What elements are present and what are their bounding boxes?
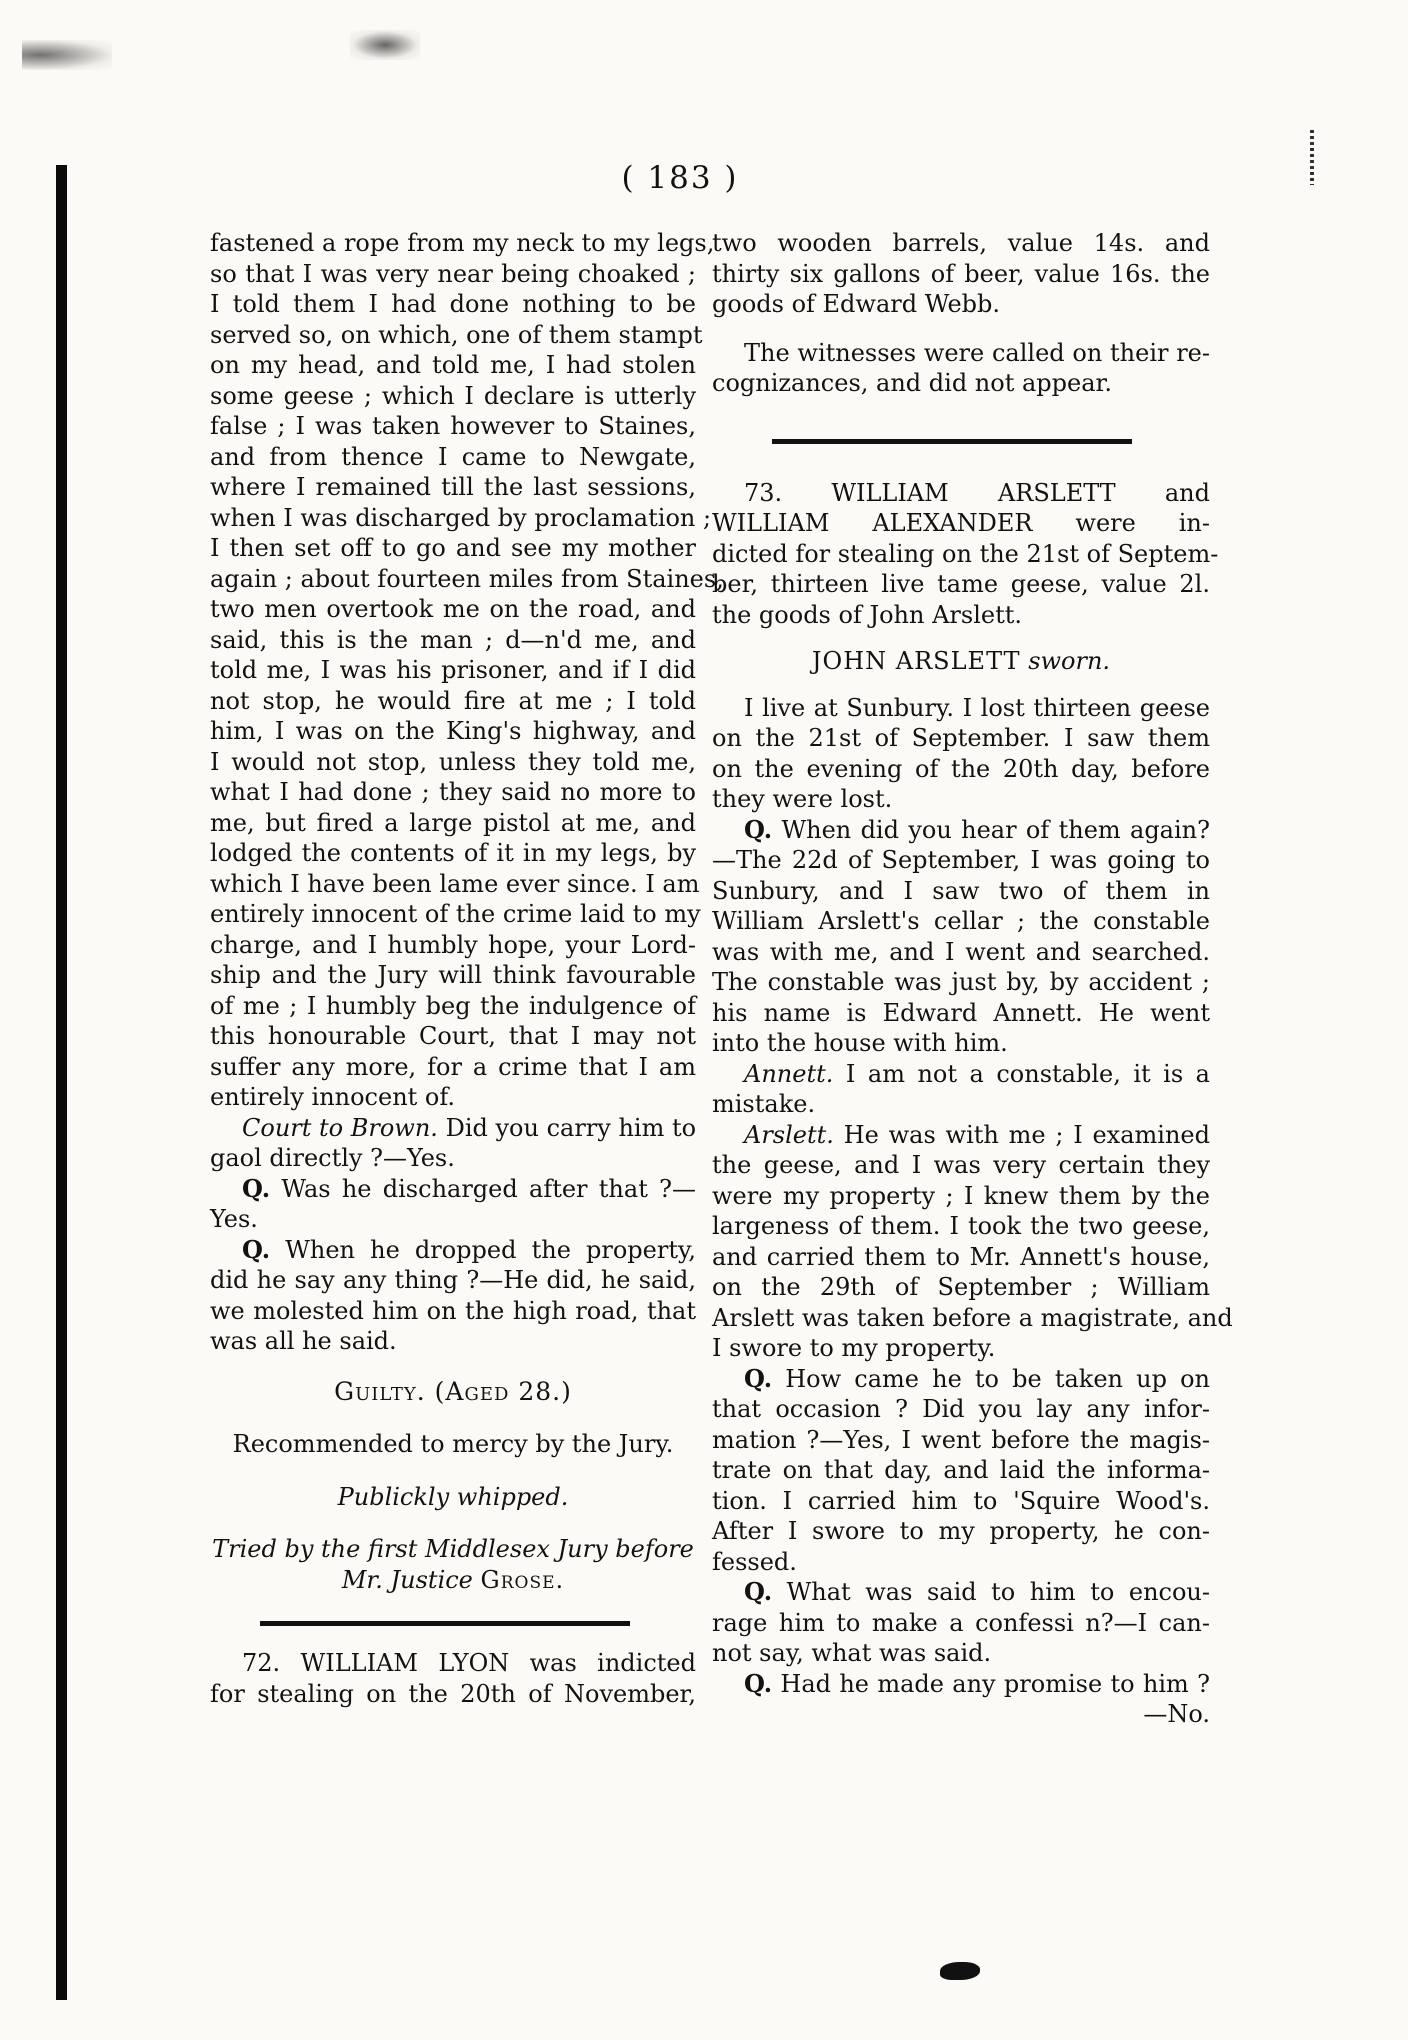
question-text: What was said to him to encou- (786, 1578, 1210, 1606)
testimony-line: not stop, he would fire at me ; I told (210, 686, 696, 715)
answer-line: fessed. (712, 1547, 797, 1576)
answer-line: After I swore to my property, he con- (712, 1517, 1210, 1545)
case-71-continuation (712, 228, 1210, 320)
speaker: Annett. (744, 1059, 834, 1088)
continuation-line: two wooden barrels, value 14s. and (712, 229, 1210, 257)
case-72-line: for stealing on the 20th of November, (210, 1679, 696, 1708)
testimony-line: false ; I was taken however to Staines, (210, 412, 696, 440)
statement-line: Arslett was taken before a magistrate, and (712, 1303, 1233, 1332)
testimony-line: told me, I was his prisoner, and if I did (210, 656, 696, 684)
statement-line: on the 29th of September ; William (712, 1273, 1210, 1301)
answer-line: trate on that day, and laid the informa- (712, 1456, 1210, 1484)
ink-blot (940, 1962, 980, 1980)
question-4-answer: —No. (1143, 1700, 1210, 1728)
annett-statement (712, 1059, 1210, 1120)
testimony-line: what I had done ; they said no more to (210, 778, 696, 806)
tried-before-line2 (210, 1565, 696, 1596)
answer-line: Sunbury, and I saw two of them in (712, 876, 1210, 905)
question-text: Had he made any promise to him ? (780, 1669, 1210, 1698)
statement-text: He was with me ; I examined (843, 1120, 1210, 1149)
sentence (210, 1482, 696, 1513)
q-mark: Q. (744, 814, 773, 844)
tried-before-line1 (210, 1534, 696, 1565)
sentence-text: Publickly whipped. (337, 1482, 569, 1511)
judge-title: Mr. Justice (341, 1565, 473, 1594)
continuation-line: goods of Edward Webb. (712, 290, 1000, 318)
question-3-answer (210, 1265, 696, 1357)
answer-line: rage him to make a confessi n?—I can- (712, 1608, 1210, 1637)
arslett-statement-body (712, 1150, 1233, 1364)
witness-heading (712, 646, 1210, 677)
answer-line: into the house with him. (712, 1029, 1008, 1057)
testimony-line: ship and the Jury will think favourable (210, 961, 696, 989)
case-72-line: 72. WILLIAM LYON was indicted (242, 1649, 696, 1677)
judge-name: Grose. (480, 1565, 565, 1594)
testimony-line: lodged the contents of it in my legs, by (210, 839, 696, 867)
answer-line: The constable was just by, by accident ; (712, 968, 1210, 996)
left-column (210, 228, 724, 1709)
prisoner-testimony (210, 228, 724, 1113)
question-1-answer (712, 845, 1210, 1059)
testimony-line: him, I was on the King's highway, and (210, 717, 696, 745)
testimony-line: again ; about fourteen miles from Staines, (210, 564, 724, 593)
witness-testimony (712, 693, 1210, 815)
testimony-line: suffer any more, for a crime that I am (210, 1052, 696, 1081)
statement-line: the geese, and I was very certain they (712, 1151, 1210, 1179)
testimony-line: they were lost. (712, 785, 893, 813)
question-4 (712, 1669, 1210, 1700)
testimony-line: on the 21st of September. I saw them (712, 724, 1210, 752)
arslett-statement (712, 1120, 1210, 1151)
question-2-answer (712, 1394, 1210, 1577)
court-question (210, 1113, 696, 1174)
question-text: Did you carry him to (445, 1113, 697, 1142)
case-73-line: WILLIAM ALEXANDER were in- (712, 509, 1210, 537)
section-rule (260, 1621, 630, 1626)
answer-line: did he say any thing ?—He did, he said, (210, 1266, 696, 1294)
statement-text: mistake. (712, 1090, 816, 1118)
answer-line: mation ?—Yes, I went before the magis- (712, 1425, 1210, 1454)
answer-line: his name is Edward Annett. He went (712, 998, 1210, 1027)
speaker: Court to Brown. (242, 1113, 438, 1142)
statement-line: and carried them to Mr. Annett's house, (712, 1242, 1210, 1271)
answer-line: was with me, and I went and searched. (712, 937, 1210, 966)
testimony-line: fastened a rope from my neck to my legs, (210, 229, 715, 257)
q-mark: Q. (744, 1668, 773, 1698)
page-number: ( 183 ) (621, 160, 739, 196)
question-2 (210, 1174, 696, 1235)
question-text: When did you hear of them again? (781, 815, 1210, 844)
q-mark: Q. (242, 1173, 271, 1203)
answer-line: —The 22d of September, I was going to (712, 846, 1210, 874)
testimony-line: on my head, and told me, I had stolen (210, 351, 696, 379)
question-text: How came he to be taken up on (785, 1364, 1210, 1393)
testimony-line: two men overtook me on the road, and (210, 595, 696, 623)
testimony-line: I would not stop, unless they told me, (210, 747, 696, 776)
recommendation: Recommended to mercy by the Jury. (232, 1430, 674, 1458)
sworn-label: sworn. (1028, 647, 1111, 675)
case-73-line: the goods of John Arslett. (712, 600, 1022, 629)
testimony-line: entirely innocent of the crime laid to my (210, 900, 701, 928)
case-73-indictment (712, 478, 1219, 631)
testimony-line: and from thence I came to Newgate, (210, 442, 696, 471)
testimony-line: when I was discharged by proclamation ; (210, 503, 712, 532)
testimony-line: said, this is the man ; d—n'd me, and (210, 625, 696, 654)
testimony-line: this honourable Court, that I may not (210, 1022, 696, 1050)
statement-line: were my property ; I knew them by the (712, 1181, 1210, 1210)
testimony-line: I then set off to go and see my mother (210, 534, 696, 562)
case-73-line: ber, thirteen live tame geese, value 2l. (712, 570, 1210, 598)
witness-note-line: cognizances, and did not appear. (712, 369, 1112, 397)
statement-line: largeness of them. I took the two geese, (712, 1212, 1210, 1240)
right-column (712, 228, 1233, 1730)
edge-mark (1310, 130, 1314, 185)
q-mark: Q. (744, 1577, 773, 1606)
testimony-line: charge, and I humbly hope, your Lord- (210, 930, 696, 959)
statement-line: I swore to my property. (712, 1334, 996, 1362)
q-mark: Q. (744, 1363, 773, 1393)
section-rule (772, 439, 1132, 444)
binding-edge (56, 165, 67, 2000)
question-2 (712, 1364, 1210, 1395)
testimony-line: so that I was very near being choaked ; (210, 259, 696, 288)
statement-text: I am not a constable, it is a (845, 1059, 1210, 1088)
speaker: Arslett. (744, 1120, 834, 1149)
case-72-indictment (210, 1648, 696, 1709)
answer-text: Yes. (210, 1205, 258, 1233)
witness-note-line: The witnesses were called on their re- (744, 338, 1210, 367)
question-text: Was he discharged after that ?— (281, 1174, 696, 1203)
verdict: Guilty. (Aged 28.) (334, 1376, 572, 1406)
case-73-line: 73. WILLIAM ARSLETT and (744, 478, 1210, 507)
continuation-line: thirty six gallons of beer, value 16s. the (712, 259, 1210, 288)
question-3-answer (712, 1608, 1210, 1669)
testimony-line: me, but fired a large pistol at me, and (210, 808, 696, 837)
testimony-line: on the evening of the 20th day, before (712, 754, 1210, 783)
question-3 (712, 1577, 1210, 1608)
answer-line: was all he said. (210, 1327, 397, 1355)
answer-line: tion. I carried him to 'Squire Wood's. (712, 1486, 1210, 1515)
answer-line: that occasion ? Did you lay any infor- (712, 1395, 1210, 1423)
testimony-line: I told them I had done nothing to be (210, 290, 696, 318)
ink-smudge (350, 30, 420, 60)
testimony-line: served so, on which, one of them stampt (210, 320, 703, 349)
testimony-line: of me ; I humbly beg the indulgence of (210, 991, 696, 1020)
question-3 (210, 1235, 696, 1266)
answer-line: we molested him on the high road, that (210, 1296, 696, 1325)
testimony-line: I live at Sunbury. I lost thirteen geese (744, 693, 1210, 722)
case-73-line: dicted for stealing on the 21st of Septem- (712, 539, 1219, 568)
q-mark: Q. (242, 1234, 271, 1264)
testimony-line: which I have been lame ever since. I am (210, 869, 700, 898)
witness-note (712, 338, 1210, 399)
ink-smudge (22, 40, 112, 70)
witness-name: JOHN ARSLETT (811, 647, 1021, 675)
question-text: When he dropped the property, (285, 1235, 696, 1264)
testimony-line: where I remained till the last sessions, (210, 473, 696, 501)
answer-text: gaol directly ?—Yes. (210, 1144, 455, 1172)
answer-line: William Arslett's cellar ; the constable (712, 907, 1210, 935)
question-1 (712, 815, 1210, 846)
answer-line: not say, what was said. (712, 1639, 992, 1667)
testimony-line: some geese ; which I declare is utterly (210, 381, 696, 410)
testimony-line: entirely innocent of. (210, 1083, 456, 1111)
tried-text: Tried by the first Middlesex Jury before (212, 1535, 694, 1563)
